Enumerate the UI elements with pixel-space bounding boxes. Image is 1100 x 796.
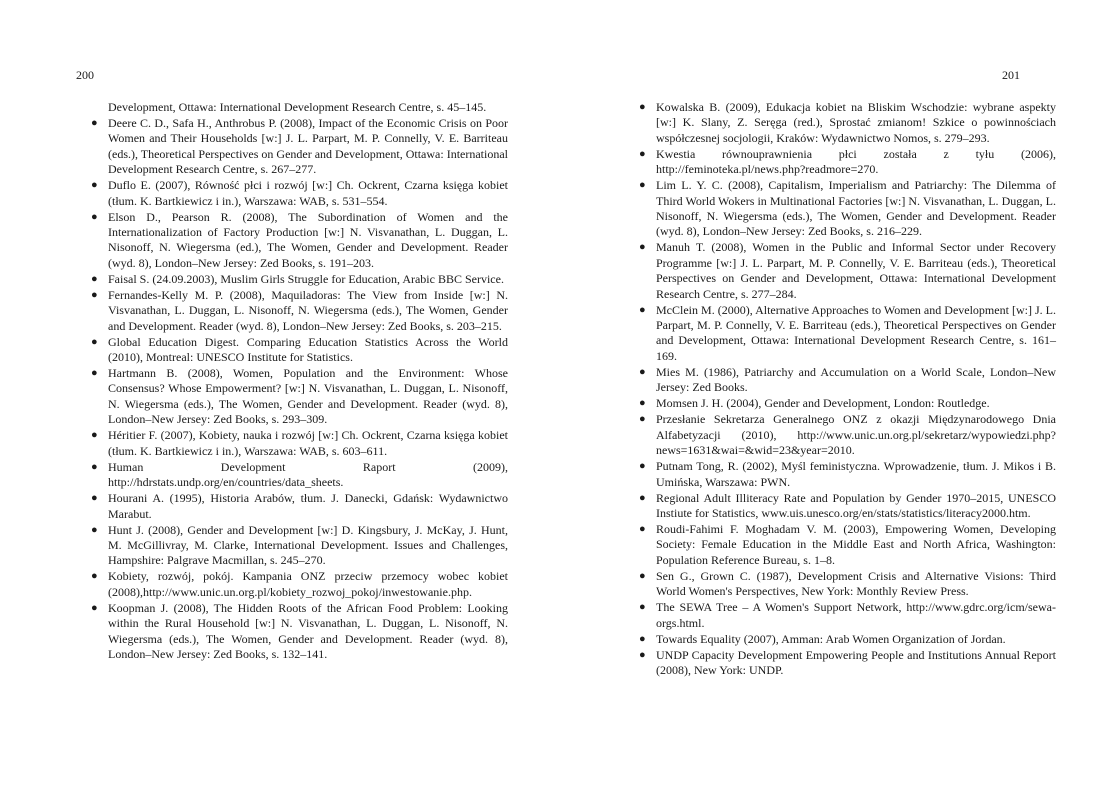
bibliography-entry [91,366,508,428]
bullet-icon: ● [639,147,646,160]
entry-text: Lim L. Y. C. (2008), Capitalism, Imperialism and Patriarchy: The Dilemma of Third World Wokers in Multinational Factories [w:] N. Visvanathan, L. Duggan, L. Nisonoff, N. Wiegersma (eds.), The Women, Gender and Development. Reader (wyd. 8), London–New Jersey: Zed Books, s. 216–229. [656,178,1056,239]
bullet-icon: ● [91,117,98,129]
bullet-icon: ● [91,601,98,614]
bullet-icon: ● [639,303,646,316]
entry-text: Hunt J. (2008), Gender and Development [w:] D. Kingsbury, J. McKay, J. Hunt, M. McGillivray, M. Clarke, International Development. Issues and Challenges, Hampshire: Palgrave Macmillan, s. 245–270. [108,522,508,568]
bibliography-entry [639,302,1056,365]
entry-text: Duflo E. (2007), Równość płci i rozwój [w:] Ch. Ockrent, Czarna księga kobiet (tłum. K. Bartkiewicz i in.), Warszawa: WAB, s. 531–554. [108,178,508,208]
page-number-left: 200 [76,68,94,82]
entry-text: Human Development Raport (2009), http://hdrstats.undp.org/en/countries/data_sheets. [108,459,508,490]
entry-text: Global Education Digest. Comparing Education Statistics Across the World (2010), Montreal: UNESCO Institute for Statistics. [108,334,508,365]
bibliography-entry [639,146,1056,178]
bibliography-entry [639,396,1056,411]
entry-text: Sen G., Grown C. (1987), Development Crisis and Alternative Visions: Third World Women's Perspectives, New York: Monthly Review Press. [656,568,1056,599]
bullet-icon: ● [639,101,646,113]
bullet-icon: ● [639,365,646,378]
bullet-icon: ● [639,601,646,614]
bibliography-entry [91,569,508,600]
continued-entry: Development, Ottawa: International Development Research Centre, s. 45–145. [108,100,487,114]
bibliography-list-left [91,116,508,662]
entry-text: Deere C. D., Safa H., Anthrobus P. (2008), Impact of the Economic Crisis on Poor Women and Their Households [w:] J. L. Parpart, M. P. Connelly, V. E. Barriteau (eds.), Theoretical Perspectives on Gender and Development, Ottawa: International Development Research Centre, s. 267–277. [108,116,508,177]
bibliography-entry [639,100,1056,146]
bullet-icon: ● [91,367,98,380]
entry-text: Przesłanie Sekretarza Generalnego ONZ z okazji Międzynarodowego Dnia Alfabetyzacji (2010), http://www.unic.un.org.pl/sekretarz/wypowiedzi.php?news=1631&wai=&wid=23&year=2010. [656,412,1056,458]
bullet-icon: ● [639,460,646,473]
entry-text: Towards Equality (2007), Amman: Arab Women Organization of Jordan. [656,631,1006,646]
bibliography-entry [91,600,508,663]
bibliography-entry [639,412,1056,458]
bullet-icon: ● [91,335,98,348]
bibliography-entry [639,568,1056,600]
bibliography-entry [639,631,1056,647]
bibliography-entry [91,522,508,569]
entry-text: Putnam Tong, R. (2002), Myśl feministyczna. Wprowadzenie, tłum. J. Mikos i B. Umińska, Warszawa: PWN. [656,459,1056,489]
entry-text: Fernandes-Kelly M. P. (2008), Maquiladoras: The View from Inside [w:] N. Visvanathan, L. Duggan, L. Nisonoff, N. Wiegersma (eds.), The Women, Gender and Development. Reader (wyd. 8), London–New Jersey: Zed Books, s. 203–215. [108,287,508,333]
bibliography-entry [639,240,1056,302]
page-number-right: 201 [1002,68,1020,82]
bullet-icon: ● [91,429,98,442]
entry-text: Regional Adult Illiteracy Rate and Population by Gender 1970–2015, UNESCO Instiute for Statistics, www.uis.unesco.org/en/stats/statistics/literacy2000.htm. [656,490,1056,520]
bullet-icon: ● [639,241,646,254]
entry-text: Hourani A. (1995), Historia Arabów, tłum. J. Danecki, Gdańsk: Wydawnictwo Marabut. [108,491,508,521]
bibliography-entry [639,490,1056,522]
bibliography-entry [639,600,1056,631]
entry-text: UNDP Capacity Development Empowering People and Institutions Annual Report (2008), New York: UNDP. [656,647,1056,677]
bullet-icon: ● [91,523,98,536]
bullet-icon: ● [91,288,98,301]
bibliography-entry [91,334,508,366]
bullet-icon: ● [639,397,646,410]
bibliography-entry [91,428,508,459]
entry-text: Roudi-Fahimi F. Moghadam V. M. (2003), Empowering Women, Developing Society: Female Education in the Middle East and North Africa, Washington: Population Reference Bureau, s. 1–8. [656,521,1056,567]
bibliography-entry [91,209,508,272]
bibliography-column-left [91,100,508,663]
bibliography-entry [639,178,1056,240]
bullet-icon: ● [91,272,98,285]
bullet-icon: ● [91,570,98,583]
entry-text: Manuh T. (2008), Women in the Public and Informal Sector under Recovery Programme [w:] J. L. Parpart, M. P. Connelly, V. E. Barriteau (eds.), Theoretical Perspectives on Gender and Development, Ottawa: International Development Research Centre, s. 277–284. [656,240,1056,301]
entry-text: McClein M. (2000), Alternative Approaches to Women and Development [w:] J. L. Parpart, M. P. Connelly, V. E. Barriteau (eds.), Theoretical Perspectives on Gender and Development, Ottawa: International Development Research Centre, s. 161–169. [656,302,1056,363]
bullet-icon: ● [639,413,646,426]
bibliography-entry [91,459,508,491]
bibliography-entry [91,178,508,209]
entry-text: Elson D., Pearson R. (2008), The Subordination of Women and the Internationalization of Factory Production [w:] N. Visvanathan, L. Duggan, L. Nisonoff, N. Wiegersma (ed.), The Women, Gender and Development. Reader (wyd. 8), London–New Jersey: Zed Books, s. 191–203. [108,209,508,270]
bullet-icon: ● [91,460,98,473]
bullet-icon: ● [639,522,646,535]
bibliography-entry [639,364,1056,396]
entry-text: Faisal S. (24.09.2003), Muslim Girls Struggle for Education, Arabic BBC Service. [108,271,504,286]
bibliography-entry [639,647,1056,679]
bullet-icon: ● [91,179,98,192]
bullet-icon: ● [639,632,646,645]
bullet-icon: ● [91,210,98,223]
entry-text: Kowalska B. (2009), Edukacja kobiet na Bliskim Wschodzie: wybrane aspekty [w:] K. Slany, Z. Seręga (red.), Sprostać zmianom! Szkice o powinnościach współczesnej socjologii, Kraków: Wydawnictwo Nomos, s. 279–293. [656,100,1056,145]
bullet-icon: ● [639,491,646,504]
bibliography-entry [639,521,1056,568]
bullet-icon: ● [91,492,98,505]
bibliography-entry [91,287,508,334]
bibliography-entry [91,116,508,178]
entry-text: Mies M. (1986), Patriarchy and Accumulation on a World Scale, London–New Jersey: Zed Books. [656,364,1056,395]
bibliography-column-right [639,100,1056,679]
entry-text: Hartmann B. (2008), Women, Population and the Environment: Whose Consensus? Whose Empowerment? [w:] N. Visvanathan, L. Duggan, L. Nisonoff, N. Wiegersma (eds.), The Women, Gender and Development. Reader (wyd. 8), London–New Jersey: Zed Books, s. 293–309. [108,366,508,427]
entry-text: Kwestia równouprawnienia płci została z tyłu (2006), http://feminoteka.pl/news.php?readmore=270. [656,146,1056,177]
bullet-icon: ● [639,569,646,582]
bibliography-entry [91,491,508,522]
bullet-icon: ● [639,179,646,192]
entry-text: Momsen J. H. (2004), Gender and Development, London: Routledge. [656,396,990,411]
entry-text: The SEWA Tree – A Women's Support Network, http://www.gdrc.org/icm/sewa-orgs.html. [656,600,1056,630]
entry-text: Koopman J. (2008), The Hidden Roots of the African Food Problem: Looking within the Rural Household [w:] N. Visvanathan, L. Duggan, L. Nisonoff, N. Wiegersma (eds.), The Women, Gender and Development. Reader (wyd. 8), London–New Jersey: Zed Books, s. 132–141. [108,600,508,661]
bibliography-list-right [639,100,1056,678]
bibliography-entry [91,271,508,287]
entry-text: Héritier F. (2007), Kobiety, nauka i rozwój [w:] Ch. Ockrent, Czarna księga kobiet (tłum. K. Bartkiewicz i in.), Warszawa: WAB, s. 603–611. [108,428,508,458]
bibliography-entry [639,459,1056,490]
bullet-icon: ● [639,648,646,661]
entry-text: Kobiety, rozwój, pokój. Kampania ONZ przeciw przemocy wobec kobiet (2008),http://www.unic.un.org.pl/kobiety_rozwoj_pokoj/inwestowanie.php. [108,569,508,599]
